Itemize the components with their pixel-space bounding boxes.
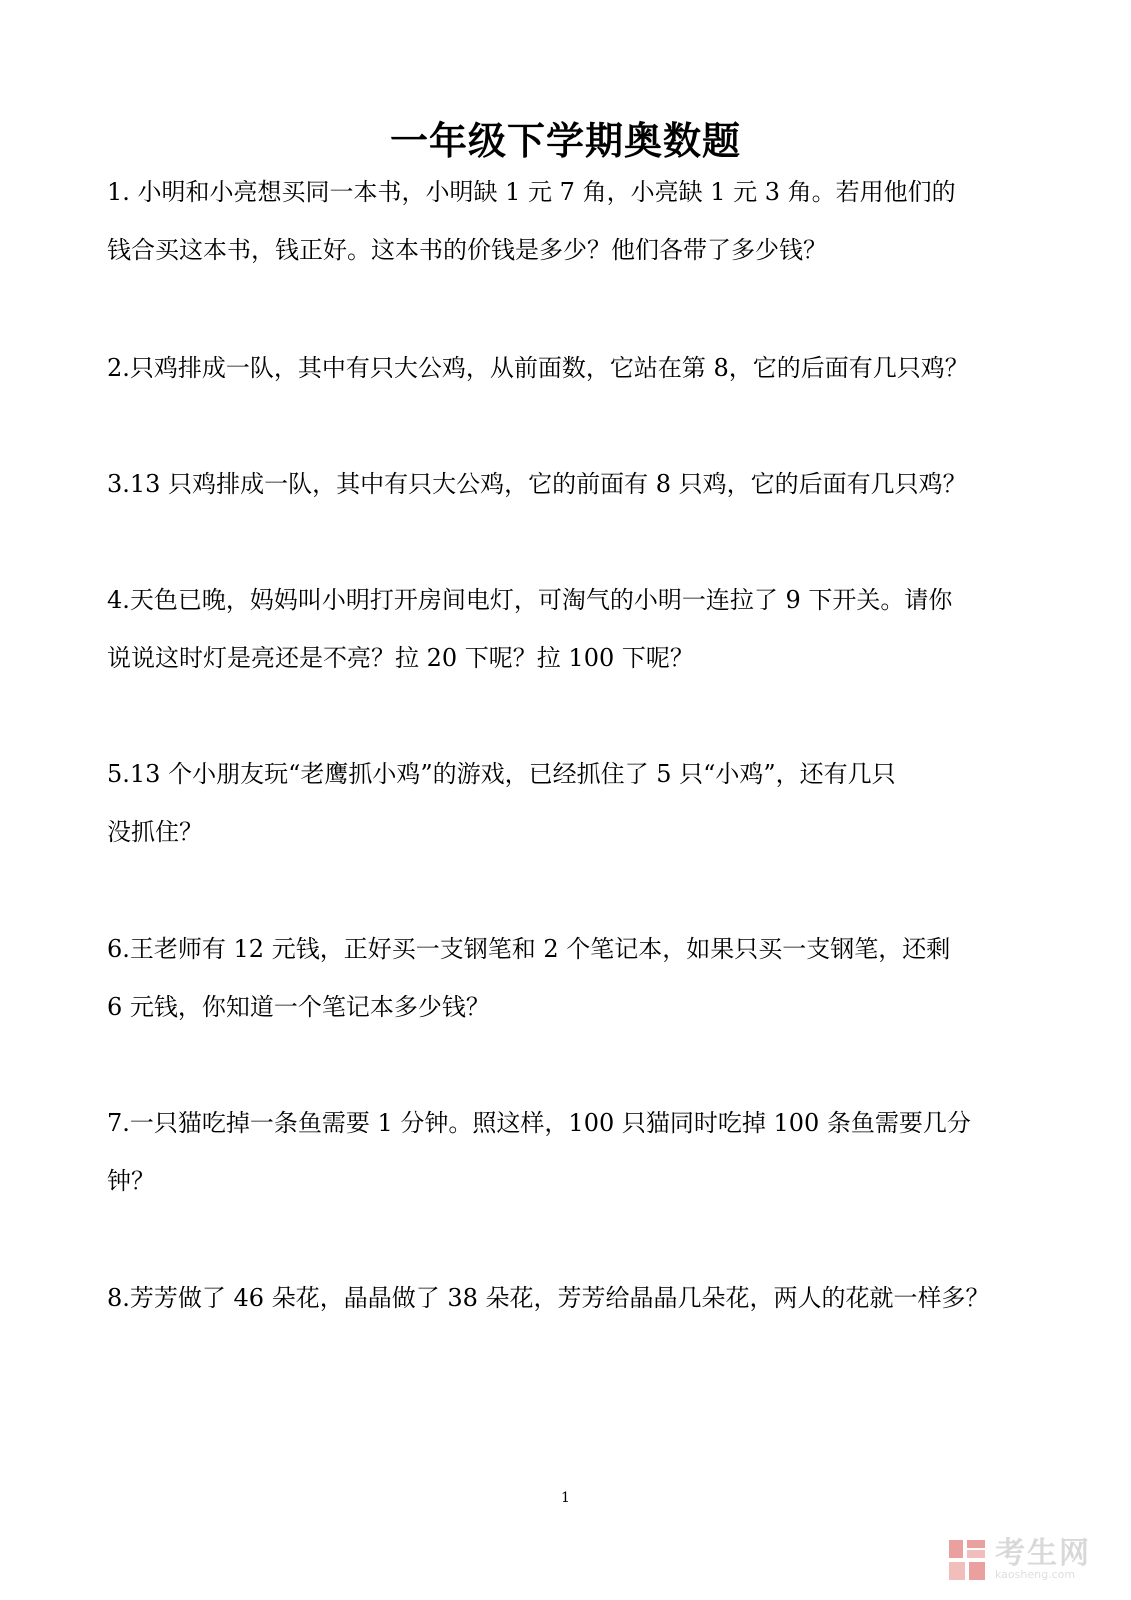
question-line: 3.13 只鸡排成一队，其中有只大公鸡，它的前面有 8 只鸡，它的后面有几只鸡？ [107, 470, 967, 498]
kaosheng-logo-icon [947, 1538, 987, 1582]
watermark-logo [947, 1538, 1091, 1582]
document-title: 一年级下学期奥数题 [389, 119, 741, 163]
question-line: 钟？ [107, 1167, 155, 1195]
question-line: 说说这时灯是亮还是不亮？拉 20 下呢？拉 100 下呢？ [107, 644, 694, 672]
question-line: 6 元钱，你知道一个笔记本多少钱？ [107, 993, 490, 1021]
watermark-name: 考生网 [995, 1536, 1091, 1571]
question-4 [107, 571, 1027, 687]
watermark-url: kaosheng.com [995, 1568, 1076, 1581]
page-number: 1 [561, 1490, 570, 1506]
question-5 [107, 745, 1027, 861]
question-line: 2.只鸡排成一队，其中有只大公鸡，从前面数，它站在第 8，它的后面有几只鸡？ [107, 354, 969, 382]
question-line: 钱合买这本书，钱正好。这本书的价钱是多少？他们各带了多少钱？ [107, 236, 827, 264]
question-line: 5.13 个小朋友玩“老鹰抓小鸡”的游戏，已经抓住了 5 只“小鸡”，还有几只 [107, 760, 896, 788]
question-1 [107, 163, 1027, 279]
question-line: 没抓住？ [107, 818, 203, 846]
question-line: 7.一只猫吃掉一条鱼需要 1 分钟。照这样，100 只猫同时吃掉 100 条鱼需要几分 [107, 1109, 971, 1137]
question-3 [107, 455, 1027, 513]
question-line: 4.天色已晚，妈妈叫小明打开房间电灯，可淘气的小明一连拉了 9 下开关。请你 [107, 586, 953, 614]
question-2 [107, 339, 1027, 397]
question-line: 6.王老师有 12 元钱，正好买一支钢笔和 2 个笔记本，如果只买一支钢笔，还剩 [107, 935, 951, 963]
question-6 [107, 920, 1027, 1036]
question-line: 1. 小明和小亮想买同一本书，小明缺 1 元 7 角，小亮缺 1 元 3 角。若用他们的 [107, 178, 956, 206]
question-line: 8.芳芳做了 46 朵花，晶晶做了 38 朵花，芳芳给晶晶几朵花，两人的花就一样多？ [107, 1284, 990, 1312]
question-7 [107, 1094, 1027, 1210]
question-8 [107, 1269, 1027, 1327]
